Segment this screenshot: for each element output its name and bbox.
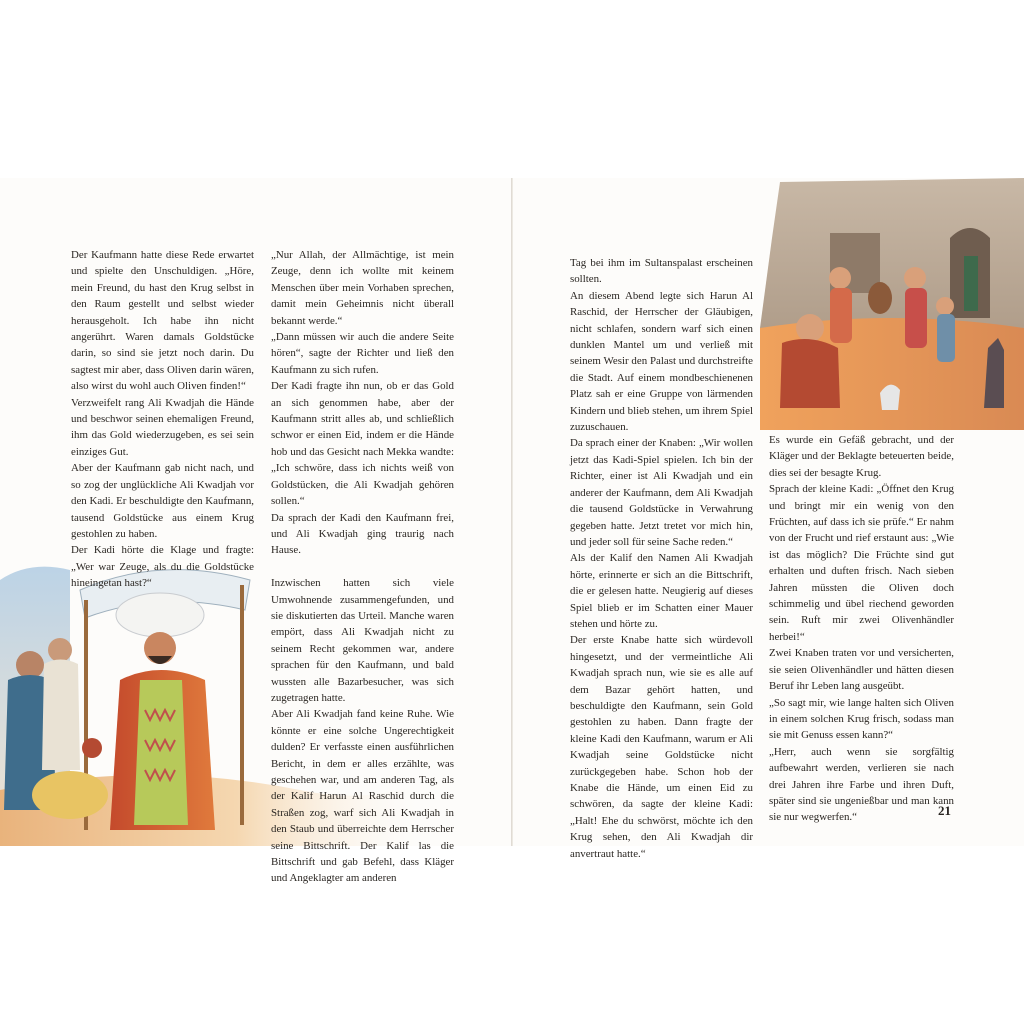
canopy-pole-right (240, 585, 244, 825)
child-face-4 (796, 314, 824, 342)
olive-jar (868, 282, 892, 314)
bystander-face (16, 651, 44, 679)
paragraph: „Dann müssen wir auch die andere Seite hören“, sagte der Richter und ließ den Kaufmann zu sich rufen. (271, 331, 454, 376)
caliph-figure (964, 256, 978, 311)
paragraph: Zwei Knaben traten vor und versicherten, sie seien Olivenhändler und hätten diesen Beruf ihr Leben lang ausgeübt. (769, 647, 954, 693)
child-face-3 (936, 297, 954, 315)
child-3 (937, 314, 955, 362)
paragraph: Da sprach der Kadi den Kaufmann frei, und Ali Kwadjah ging traurig nach Hause. (271, 511, 454, 557)
paragraph: Sprach der kleine Kadi: „Öffnet den Krug und bringt mir ein wenig von den Früchten, auf dass ich sie prüfe.“ Er nahm von der Frucht und rief erstaunt aus: „Wie ist das möglich? Die Früchte sind gut erhalten und duften frisch. Nach sieben Jahren müssten die Oliven doch schimmelig und übel riechend geworden sein. Ruft mir zwei Olivenhändler herbei!“ (769, 483, 954, 643)
bystander-robe-2 (42, 660, 80, 771)
paragraph: „So sagt mir, wie lange halten sich Oliven in einem solchen Krug frisch, sodass man sie mit Genuss essen kann?“ (769, 696, 954, 742)
kadi-vest (134, 680, 188, 825)
paragraph: Es wurde ein Gefäß gebracht, und der Kläger und der Beklagte beteuerten beide, dies sei der besagte Krug. (769, 434, 954, 479)
right-page-column-2 (769, 432, 954, 826)
child-kadi (780, 339, 840, 408)
right-page-column-1 (570, 255, 753, 862)
paragraph: „Herr, auch wenn sie sorgfältig aufbewahrt werden, verlieren sie nach drei Jahren ihre Farbe und ihren Duft, später sind sie ungenießbar und man kann sie nur wegwerfen.“ (769, 745, 954, 824)
paragraph: Der Kadi fragte ihn nun, ob er das Gold an sich genommen habe, aber der Kaufmann stritt alles ab, und schließlich schwor er einen Eid, indem er die Hände hob und das Gesicht nach Mekka wandte: „Ich schwöre, dass ich nichts weiß von Goldstücken, die Ali Kwadjah gehören sollen.“ (271, 380, 454, 508)
paragraph: Aber der Kaufmann gab nicht nach, und so zog der unglückliche Ali Kwadjah vor den Kadi. Er beschuldigte den Kaufmann, tausend Goldstücke aus einem Krug gestohlen zu haben. (71, 462, 254, 540)
child-2 (905, 288, 927, 348)
paragraph: „Nur Allah, der Allmächtige, ist mein Zeuge, denn ich wollte mit keinem Menschen über mein Vorhaben sprechen, damit mein Geheimnis nicht überall bekannt werde.“ (271, 249, 454, 327)
kadi-turban (116, 593, 204, 637)
paragraph: Verzweifelt rang Ali Kwadjah die Hände und beschwor seinen ehemaligen Freund, ihm das Gold wiederzugeben, es sei sein einziges Gut. (71, 396, 254, 458)
paragraph: Der Kaufmann hatte diese Rede erwartet und spielte den Unschuldigen. „Höre, mein Freund, du hast den Krug selbst in den Raum gestellt und selbst wieder herausgeholt. Ich habe ihn nicht angerührt. Waren damals Goldstücke darin, so sind sie jetzt noch darin. Du sagtest mir aber, dass Oliven darin wären, also wirst du wohl auch Oliven finden!“ (71, 249, 254, 393)
paragraph: Da sprach einer der Knaben: „Wir wollen jetzt das Kadi-Spiel spielen. Ich bin der Richter, einer ist Ali Kwadjah und ein anderer der Kaufmann, dem Ali Kwadjah die tausend Goldstücke in Verwahrung gegeben hatte. Jetzt tretet vor mich hin, und jeder soll für seine Sache reden.“ (570, 437, 753, 548)
child-face-1 (829, 267, 851, 289)
paragraph: Der erste Knabe hatte sich würdevoll hingesetzt, und der vermeintliche Ali Kwadjah sprach nun, wie sie es alle auf dem Bazar gehört hatten, und beschuldigte den Kaufmann, sein Gold gestohlen zu haben. Dann fragte der kleine Kadi den Kaufmann, warum er Ali Kwadjah seine Goldstücke nicht zurückgegeben habe. Schon hob der Knabe die Hände, um einen Eid zu schwören, da sagte der kleine Kadi: „Halt! Ehe du schwörst, möchte ich den Krug sehen, den Ali Kwadjah dir anvertraut hatte.“ (570, 634, 753, 860)
kadi-beard (148, 656, 172, 664)
illustration-children-playing (760, 178, 1024, 430)
child-face-2 (904, 267, 926, 289)
page-number: 21 (938, 803, 951, 818)
paragraph: Tag bei ihm im Sultanspalast erscheinen sollten. (570, 257, 753, 286)
paragraph: Aber Ali Kwadjah fand keine Ruhe. Wie könnte er eine solche Ungerechtigkeit dulden? Er verfasste einen ausführlichen Bericht, in dem er alles erzählte, was geschehen war, und am anderen Tag, als der Kalif Harun Al Raschid durch die Straßen zog, warf sich Ali Kwadjah in den Staub und überreichte dem Herrscher seine Bittschrift. Der Kalif las die Bittschrift und gab Befehl, dass Kläger und Angeklagter am anderen (271, 708, 454, 885)
paragraph: Inzwischen hatten sich viele Umwohnende zusammengefunden, und sie diskutierten das Urteil. Manche waren empört, dass Ali Kwadjah nicht zu seinem Recht gekommen war, andere sprachen für den Kaufmann, und bald wussten alle Bazarbesucher, was sich zugetragen hatte. (271, 577, 454, 704)
kneeling-man (32, 771, 108, 819)
bystander-face-2 (48, 638, 72, 662)
kneeling-man-fez (82, 738, 102, 758)
paragraph: Als der Kalif den Namen Ali Kwadjah hörte, erinnerte er sich an die Bittschrift, die er gelesen hatte. Neugierig auf dieses Spiel blieb er im Schatten einer Mauer stehen und hörte zu. (570, 552, 753, 630)
book-gutter (511, 178, 513, 846)
paragraph: Der Kadi hörte die Klage und fragte: „Wer war Zeuge, als du die Goldstücke hineingetan hast?“ (71, 544, 254, 590)
child-1 (830, 288, 852, 343)
paragraph: An diesem Abend legte sich Harun Al Raschid, der Herrscher der Gläubigen, nicht schlafen, sondern warf sich einen dunklen Mantel um und verließ mit seinem Wesir den Palast und durchstreifte die Stadt. Auf einem mondbeschienenen Platz sah er eine Gruppe von lärmenden Kindern und blieb stehen, um ihrem Spiel zuzuschauen. (570, 289, 753, 434)
left-page-column-1 (71, 247, 254, 592)
left-page-column-2 (271, 247, 454, 887)
